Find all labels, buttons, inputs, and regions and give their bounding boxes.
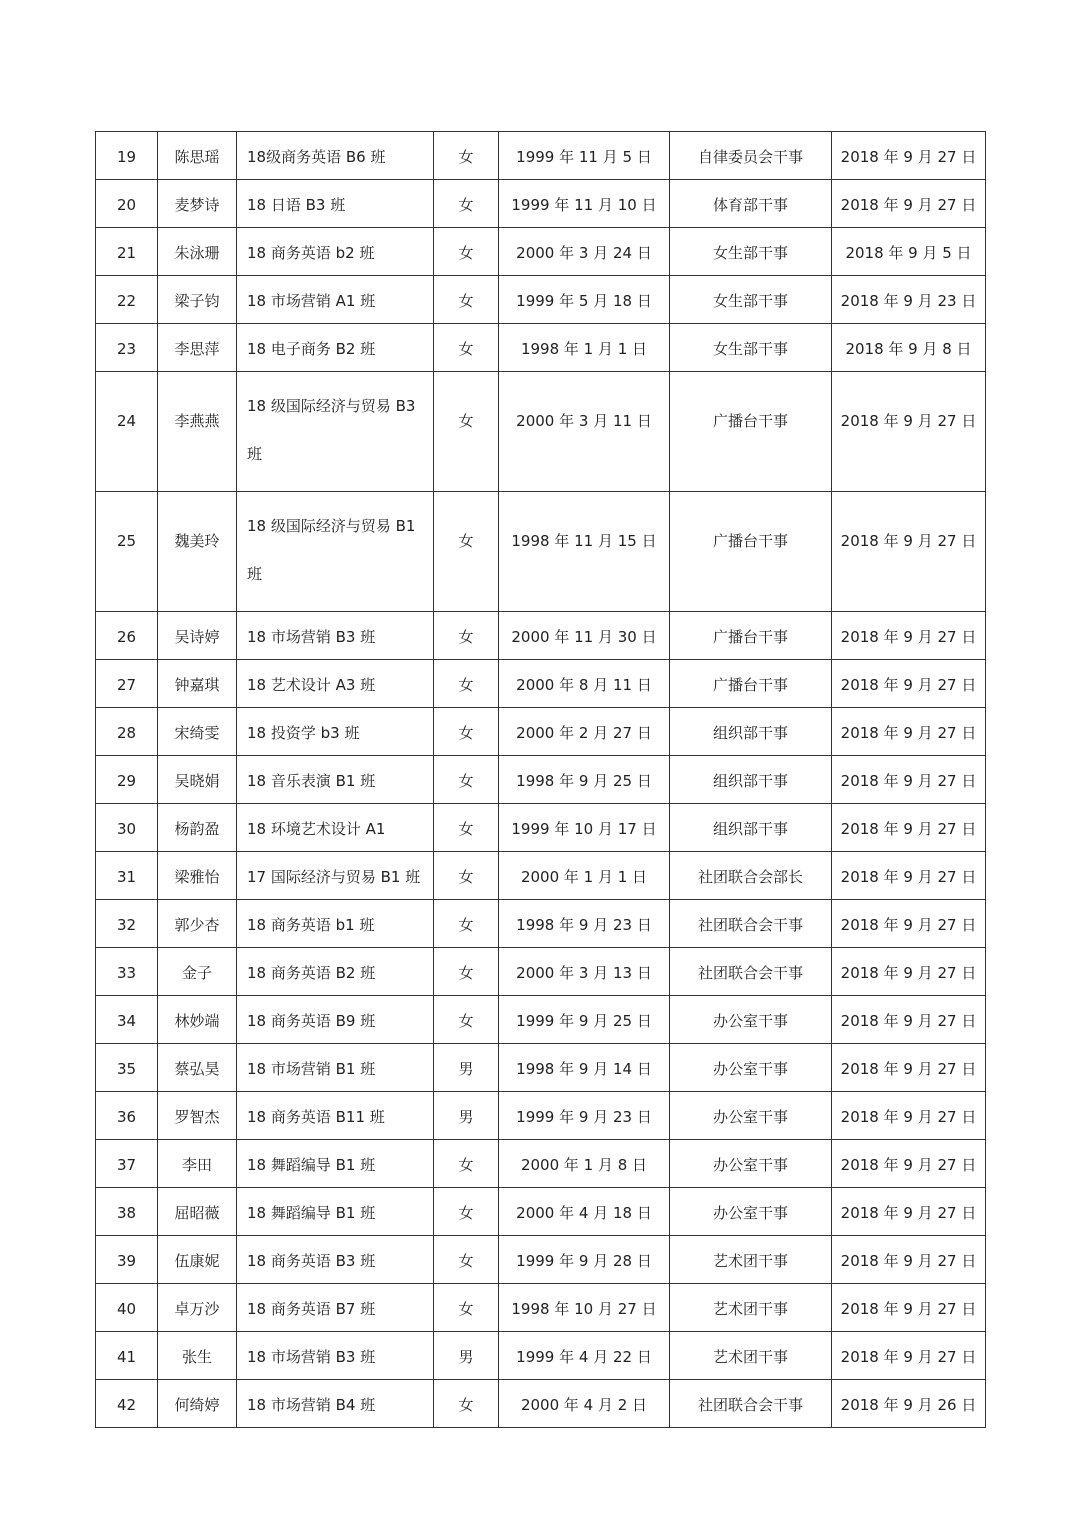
class-name-cell: 18 商务英语 B3 班 bbox=[237, 1236, 434, 1284]
join-date-cell: 2018 年 9 月 27 日 bbox=[832, 1284, 986, 1332]
class-name-line-1: 18 级国际经济与贸易 B3 bbox=[247, 397, 416, 415]
member-name-cell: 伍康妮 bbox=[158, 1236, 237, 1284]
birth-date-cell: 1998 年 11 月 15 日 bbox=[499, 492, 670, 612]
member-name-cell: 梁雅怡 bbox=[158, 852, 237, 900]
table-row bbox=[96, 852, 986, 900]
table-row bbox=[96, 612, 986, 660]
row-number-cell: 38 bbox=[96, 1188, 158, 1236]
join-date-cell: 2018 年 9 月 27 日 bbox=[832, 900, 986, 948]
join-date-cell: 2018 年 9 月 27 日 bbox=[832, 804, 986, 852]
join-date-cell: 2018 年 9 月 27 日 bbox=[832, 996, 986, 1044]
birth-date-cell: 1998 年 9 月 14 日 bbox=[499, 1044, 670, 1092]
birth-date-cell: 1998 年 1 月 1 日 bbox=[499, 324, 670, 372]
row-number-cell: 41 bbox=[96, 1332, 158, 1380]
table-row bbox=[96, 324, 986, 372]
gender-cell: 女 bbox=[434, 276, 499, 324]
table-row bbox=[96, 1092, 986, 1140]
position-cell: 广播台干事 bbox=[670, 660, 832, 708]
position-cell: 办公室干事 bbox=[670, 1140, 832, 1188]
class-name-cell: 18 舞蹈编导 B1 班 bbox=[237, 1140, 434, 1188]
member-name-cell: 卓万沙 bbox=[158, 1284, 237, 1332]
position-cell: 社团联合会干事 bbox=[670, 900, 832, 948]
table-row bbox=[96, 1140, 986, 1188]
roster-body bbox=[96, 132, 986, 1428]
class-name-cell: 18 音乐表演 B1 班 bbox=[237, 756, 434, 804]
birth-date-cell: 2000 年 3 月 11 日 bbox=[499, 372, 670, 492]
position-cell: 艺术团干事 bbox=[670, 1284, 832, 1332]
join-date-cell: 2018 年 9 月 27 日 bbox=[832, 708, 986, 756]
join-date-cell: 2018 年 9 月 27 日 bbox=[832, 1092, 986, 1140]
position-cell: 广播台干事 bbox=[670, 492, 832, 612]
position-cell: 自律委员会干事 bbox=[670, 132, 832, 180]
row-number-cell: 23 bbox=[96, 324, 158, 372]
row-number-cell: 30 bbox=[96, 804, 158, 852]
class-name-cell: 18 市场营销 A1 班 bbox=[237, 276, 434, 324]
row-number-cell: 32 bbox=[96, 900, 158, 948]
gender-cell: 女 bbox=[434, 900, 499, 948]
gender-cell: 女 bbox=[434, 1236, 499, 1284]
join-date-cell: 2018 年 9 月 27 日 bbox=[832, 1236, 986, 1284]
table-row bbox=[96, 660, 986, 708]
table-row bbox=[96, 1044, 986, 1092]
table-row bbox=[96, 180, 986, 228]
class-name-cell bbox=[237, 492, 434, 612]
row-number-cell: 21 bbox=[96, 228, 158, 276]
gender-cell: 女 bbox=[434, 804, 499, 852]
class-name-cell: 17 国际经济与贸易 B1 班 bbox=[237, 852, 434, 900]
row-number-cell: 31 bbox=[96, 852, 158, 900]
gender-cell: 女 bbox=[434, 180, 499, 228]
birth-date-cell: 1999 年 4 月 22 日 bbox=[499, 1332, 670, 1380]
gender-cell: 女 bbox=[434, 660, 499, 708]
class-name-cell: 18 市场营销 B3 班 bbox=[237, 1332, 434, 1380]
position-cell: 体育部干事 bbox=[670, 180, 832, 228]
member-name-cell: 陈思瑶 bbox=[158, 132, 237, 180]
join-date-cell: 2018 年 9 月 27 日 bbox=[832, 1332, 986, 1380]
birth-date-cell: 1999 年 9 月 25 日 bbox=[499, 996, 670, 1044]
table-row bbox=[96, 1236, 986, 1284]
member-name-cell: 宋绮雯 bbox=[158, 708, 237, 756]
member-name-cell: 魏美玲 bbox=[158, 492, 237, 612]
birth-date-cell: 2000 年 2 月 27 日 bbox=[499, 708, 670, 756]
position-cell: 女生部干事 bbox=[670, 324, 832, 372]
table-row bbox=[96, 948, 986, 996]
gender-cell: 女 bbox=[434, 756, 499, 804]
position-cell: 组织部干事 bbox=[670, 708, 832, 756]
gender-cell: 男 bbox=[434, 1044, 499, 1092]
member-name-cell: 郭少杏 bbox=[158, 900, 237, 948]
member-name-cell: 罗智杰 bbox=[158, 1092, 237, 1140]
row-number-cell: 42 bbox=[96, 1380, 158, 1428]
join-date-cell: 2018 年 9 月 27 日 bbox=[832, 660, 986, 708]
row-number-cell: 40 bbox=[96, 1284, 158, 1332]
position-cell: 办公室干事 bbox=[670, 1188, 832, 1236]
class-name-cell: 18 市场营销 B4 班 bbox=[237, 1380, 434, 1428]
birth-date-cell: 2000 年 4 月 18 日 bbox=[499, 1188, 670, 1236]
join-date-cell: 2018 年 9 月 27 日 bbox=[832, 1140, 986, 1188]
join-date-cell: 2018 年 9 月 27 日 bbox=[832, 372, 986, 492]
join-date-cell: 2018 年 9 月 8 日 bbox=[832, 324, 986, 372]
birth-date-cell: 1998 年 9 月 23 日 bbox=[499, 900, 670, 948]
gender-cell: 女 bbox=[434, 852, 499, 900]
position-cell: 艺术团干事 bbox=[670, 1332, 832, 1380]
member-name-cell: 张生 bbox=[158, 1332, 237, 1380]
class-name-cell: 18 商务英语 B9 班 bbox=[237, 996, 434, 1044]
gender-cell: 女 bbox=[434, 492, 499, 612]
table-row bbox=[96, 276, 986, 324]
member-name-cell: 朱泳珊 bbox=[158, 228, 237, 276]
class-name-cell: 18 投资学 b3 班 bbox=[237, 708, 434, 756]
position-cell: 女生部干事 bbox=[670, 276, 832, 324]
class-name-cell: 18级商务英语 B6 班 bbox=[237, 132, 434, 180]
table-row bbox=[96, 228, 986, 276]
gender-cell: 男 bbox=[434, 1332, 499, 1380]
class-name-cell bbox=[237, 372, 434, 492]
gender-cell: 男 bbox=[434, 1092, 499, 1140]
position-cell: 女生部干事 bbox=[670, 228, 832, 276]
join-date-cell: 2018 年 9 月 27 日 bbox=[832, 180, 986, 228]
join-date-cell: 2018 年 9 月 27 日 bbox=[832, 492, 986, 612]
class-name-cell: 18 商务英语 B11 班 bbox=[237, 1092, 434, 1140]
birth-date-cell: 2000 年 4 月 2 日 bbox=[499, 1380, 670, 1428]
gender-cell: 女 bbox=[434, 132, 499, 180]
member-name-cell: 李燕燕 bbox=[158, 372, 237, 492]
gender-cell: 女 bbox=[434, 1380, 499, 1428]
position-cell: 办公室干事 bbox=[670, 996, 832, 1044]
table-row bbox=[96, 1380, 986, 1428]
row-number-cell: 24 bbox=[96, 372, 158, 492]
join-date-cell: 2018 年 9 月 27 日 bbox=[832, 1188, 986, 1236]
table-row bbox=[96, 996, 986, 1044]
roster-table bbox=[95, 131, 986, 1428]
gender-cell: 女 bbox=[434, 1284, 499, 1332]
birth-date-cell: 2000 年 3 月 24 日 bbox=[499, 228, 670, 276]
member-name-cell: 吴诗婷 bbox=[158, 612, 237, 660]
birth-date-cell: 2000 年 1 月 1 日 bbox=[499, 852, 670, 900]
gender-cell: 女 bbox=[434, 324, 499, 372]
member-name-cell: 钟嘉琪 bbox=[158, 660, 237, 708]
table-row bbox=[96, 708, 986, 756]
member-name-cell: 李田 bbox=[158, 1140, 237, 1188]
join-date-cell: 2018 年 9 月 5 日 bbox=[832, 228, 986, 276]
table-row bbox=[96, 372, 986, 492]
row-number-cell: 36 bbox=[96, 1092, 158, 1140]
birth-date-cell: 2000 年 11 月 30 日 bbox=[499, 612, 670, 660]
row-number-cell: 34 bbox=[96, 996, 158, 1044]
birth-date-cell: 1999 年 9 月 23 日 bbox=[499, 1092, 670, 1140]
class-name-line-2: 班 bbox=[247, 445, 263, 463]
class-name-cell: 18 商务英语 b1 班 bbox=[237, 900, 434, 948]
join-date-cell: 2018 年 9 月 27 日 bbox=[832, 132, 986, 180]
birth-date-cell: 1999 年 11 月 5 日 bbox=[499, 132, 670, 180]
birth-date-cell: 2000 年 1 月 8 日 bbox=[499, 1140, 670, 1188]
position-cell: 广播台干事 bbox=[670, 612, 832, 660]
row-number-cell: 27 bbox=[96, 660, 158, 708]
class-name-cell: 18 市场营销 B1 班 bbox=[237, 1044, 434, 1092]
birth-date-cell: 1998 年 9 月 25 日 bbox=[499, 756, 670, 804]
class-name-cell: 18 商务英语 B7 班 bbox=[237, 1284, 434, 1332]
table-row bbox=[96, 900, 986, 948]
birth-date-cell: 2000 年 3 月 13 日 bbox=[499, 948, 670, 996]
join-date-cell: 2018 年 9 月 26 日 bbox=[832, 1380, 986, 1428]
join-date-cell: 2018 年 9 月 27 日 bbox=[832, 612, 986, 660]
gender-cell: 女 bbox=[434, 1140, 499, 1188]
position-cell: 组织部干事 bbox=[670, 804, 832, 852]
position-cell: 社团联合会干事 bbox=[670, 948, 832, 996]
join-date-cell: 2018 年 9 月 27 日 bbox=[832, 756, 986, 804]
member-name-cell: 屈昭薇 bbox=[158, 1188, 237, 1236]
birth-date-cell: 1999 年 5 月 18 日 bbox=[499, 276, 670, 324]
row-number-cell: 19 bbox=[96, 132, 158, 180]
birth-date-cell: 1999 年 10 月 17 日 bbox=[499, 804, 670, 852]
gender-cell: 女 bbox=[434, 612, 499, 660]
member-name-cell: 何绮婷 bbox=[158, 1380, 237, 1428]
table-row bbox=[96, 756, 986, 804]
join-date-cell: 2018 年 9 月 27 日 bbox=[832, 948, 986, 996]
class-name-cell: 18 环境艺术设计 A1 bbox=[237, 804, 434, 852]
gender-cell: 女 bbox=[434, 1188, 499, 1236]
table-row bbox=[96, 1284, 986, 1332]
class-name-line-1: 18 级国际经济与贸易 B1 bbox=[247, 517, 416, 535]
gender-cell: 女 bbox=[434, 708, 499, 756]
row-number-cell: 39 bbox=[96, 1236, 158, 1284]
birth-date-cell: 2000 年 8 月 11 日 bbox=[499, 660, 670, 708]
class-name-cell: 18 商务英语 b2 班 bbox=[237, 228, 434, 276]
class-name-cell: 18 市场营销 B3 班 bbox=[237, 612, 434, 660]
position-cell: 组织部干事 bbox=[670, 756, 832, 804]
position-cell: 办公室干事 bbox=[670, 1044, 832, 1092]
gender-cell: 女 bbox=[434, 948, 499, 996]
position-cell: 艺术团干事 bbox=[670, 1236, 832, 1284]
row-number-cell: 35 bbox=[96, 1044, 158, 1092]
class-name-cell: 18 日语 B3 班 bbox=[237, 180, 434, 228]
birth-date-cell: 1999 年 11 月 10 日 bbox=[499, 180, 670, 228]
member-name-cell: 梁子钧 bbox=[158, 276, 237, 324]
row-number-cell: 28 bbox=[96, 708, 158, 756]
table-row bbox=[96, 132, 986, 180]
join-date-cell: 2018 年 9 月 27 日 bbox=[832, 852, 986, 900]
member-name-cell: 林妙端 bbox=[158, 996, 237, 1044]
member-name-cell: 吴晓娟 bbox=[158, 756, 237, 804]
row-number-cell: 26 bbox=[96, 612, 158, 660]
row-number-cell: 20 bbox=[96, 180, 158, 228]
member-name-cell: 李思萍 bbox=[158, 324, 237, 372]
position-cell: 广播台干事 bbox=[670, 372, 832, 492]
gender-cell: 女 bbox=[434, 228, 499, 276]
member-name-cell: 金子 bbox=[158, 948, 237, 996]
member-name-cell: 麦梦诗 bbox=[158, 180, 237, 228]
member-name-cell: 杨韵盈 bbox=[158, 804, 237, 852]
table-row bbox=[96, 804, 986, 852]
position-cell: 社团联合会干事 bbox=[670, 1380, 832, 1428]
class-name-cell: 18 商务英语 B2 班 bbox=[237, 948, 434, 996]
birth-date-cell: 1999 年 9 月 28 日 bbox=[499, 1236, 670, 1284]
row-number-cell: 37 bbox=[96, 1140, 158, 1188]
join-date-cell: 2018 年 9 月 27 日 bbox=[832, 1044, 986, 1092]
join-date-cell: 2018 年 9 月 23 日 bbox=[832, 276, 986, 324]
class-name-cell: 18 电子商务 B2 班 bbox=[237, 324, 434, 372]
table-row bbox=[96, 1188, 986, 1236]
row-number-cell: 25 bbox=[96, 492, 158, 612]
class-name-cell: 18 舞蹈编导 B1 班 bbox=[237, 1188, 434, 1236]
row-number-cell: 33 bbox=[96, 948, 158, 996]
class-name-cell: 18 艺术设计 A3 班 bbox=[237, 660, 434, 708]
class-name-line-2: 班 bbox=[247, 565, 263, 583]
position-cell: 社团联合会部长 bbox=[670, 852, 832, 900]
gender-cell: 女 bbox=[434, 372, 499, 492]
row-number-cell: 22 bbox=[96, 276, 158, 324]
table-row bbox=[96, 1332, 986, 1380]
birth-date-cell: 1998 年 10 月 27 日 bbox=[499, 1284, 670, 1332]
row-number-cell: 29 bbox=[96, 756, 158, 804]
position-cell: 办公室干事 bbox=[670, 1092, 832, 1140]
table-row bbox=[96, 492, 986, 612]
gender-cell: 女 bbox=[434, 996, 499, 1044]
member-name-cell: 蔡弘昊 bbox=[158, 1044, 237, 1092]
